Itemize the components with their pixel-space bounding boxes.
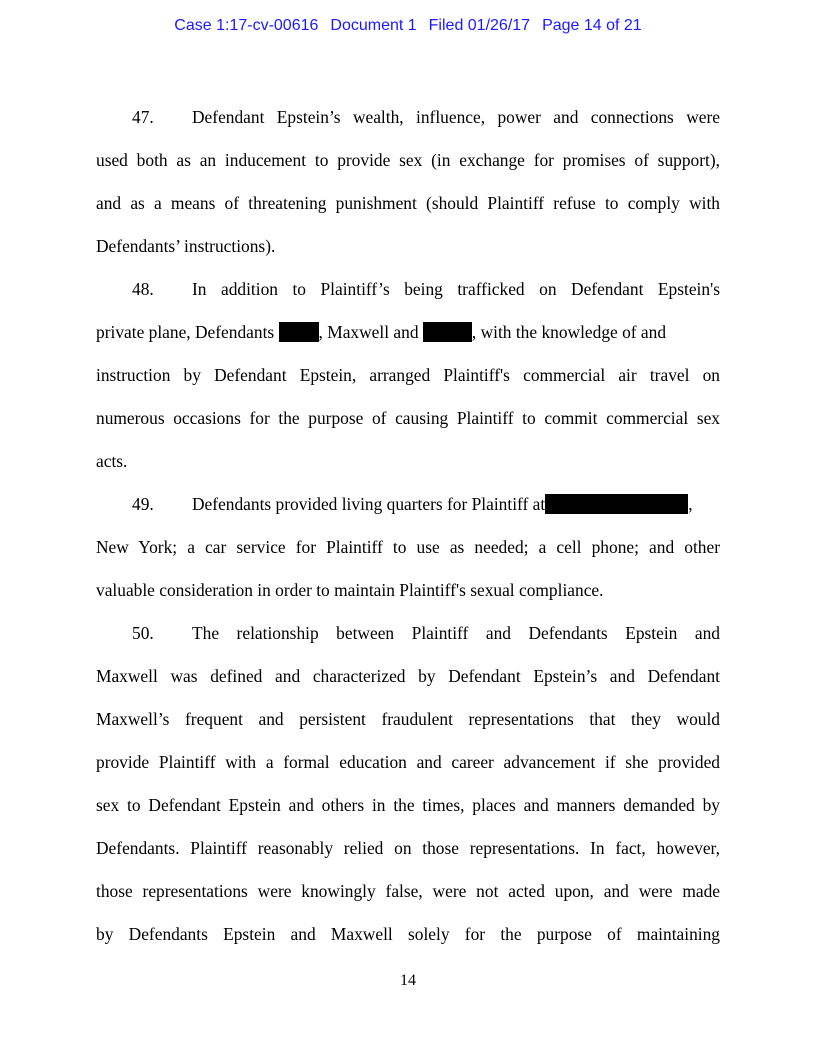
para-47-line-3: and as a means of threatening punishment (should Plaintiff refuse to comply with bbox=[96, 193, 720, 213]
para-48-line-1: 48. In addition to Plaintiff’s being trafficked on Defendant Epstein's bbox=[96, 279, 720, 301]
para-50-line-4: provide Plaintiff with a formal education and career advancement if she provided bbox=[96, 752, 720, 772]
para-48-line-5: acts. bbox=[96, 451, 128, 471]
filed-date: Filed 01/26/17 bbox=[428, 17, 531, 34]
para-49-line-1: 49. Defendants provided living quarters for Plaintiff at , bbox=[96, 494, 720, 516]
para-47-line-4: Defendants’ instructions). bbox=[96, 236, 276, 256]
redaction-block bbox=[279, 322, 319, 342]
para-50-line-2: Maxwell was defined and characterized by Defendant Epstein’s and Defendant bbox=[96, 666, 720, 686]
para-50-line-8: by Defendants Epstein and Maxwell solely for the purpose of maintaining bbox=[96, 924, 720, 944]
para-50-line-5: sex to Defendant Epstein and others in the times, places and manners demanded by bbox=[96, 795, 720, 815]
para-47-line-2: used both as an inducement to provide sex (in exchange for promises of support), bbox=[96, 150, 720, 170]
para-48-line-2: private plane, Defendants , Maxwell and , with the knowledge of and bbox=[96, 322, 667, 342]
page-number: 14 bbox=[400, 972, 416, 989]
para-49-number: 49. bbox=[132, 494, 154, 514]
page-of-total: Page 14 of 21 bbox=[542, 17, 642, 34]
para-49-line-2: New York; a car service for Plaintiff to use as needed; a cell phone; and other bbox=[96, 537, 720, 557]
case-header bbox=[0, 17, 816, 35]
para-48-number: 48. bbox=[132, 279, 154, 299]
para-47-number: 47. bbox=[132, 107, 154, 127]
para-49-line-3: valuable consideration in order to maintain Plaintiff's sexual compliance. bbox=[96, 580, 604, 600]
document-number: Document 1 bbox=[330, 17, 417, 34]
case-number: Case 1:17-cv-00616 bbox=[174, 17, 319, 34]
para-48-line-4: numerous occasions for the purpose of causing Plaintiff to commit commercial sex bbox=[96, 408, 720, 428]
redaction-block bbox=[423, 322, 472, 342]
para-50-line-3: Maxwell’s frequent and persistent fraudulent representations that they would bbox=[96, 709, 720, 729]
para-48-line-3: instruction by Defendant Epstein, arranged Plaintiff's commercial air travel on bbox=[96, 365, 720, 385]
para-50-line-7: those representations were knowingly false, were not acted upon, and were made bbox=[96, 881, 720, 901]
redaction-block bbox=[545, 494, 688, 514]
para-50-number: 50. bbox=[132, 623, 154, 643]
para-50-line-1: 50. The relationship between Plaintiff and Defendants Epstein and bbox=[96, 623, 720, 645]
para-47-line-1: 47. Defendant Epstein’s wealth, influence, power and connections were bbox=[96, 107, 720, 129]
para-50-line-6: Defendants. Plaintiff reasonably relied on those representations. In fact, however, bbox=[96, 838, 720, 858]
